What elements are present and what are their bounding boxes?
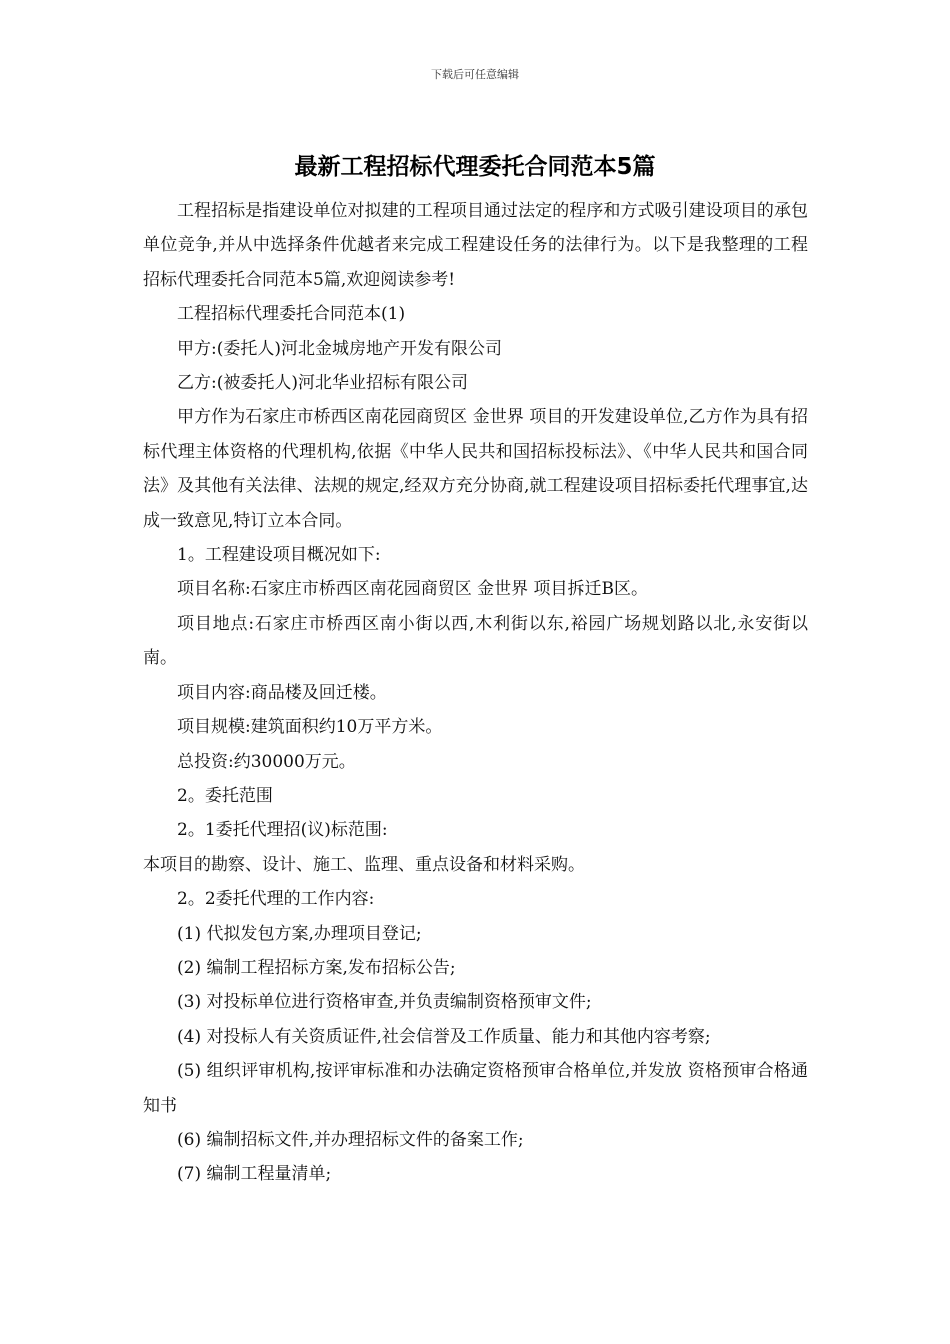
party-b: 乙方:(被委托人)河北华业招标有限公司 [177, 373, 468, 394]
project-scale: 项目规模:建筑面积约10万平方米。 [177, 717, 443, 738]
list-item: (4) 对投标人有关资质证件,社会信誉及工作质量、能力和其他内容考察; [177, 1026, 711, 1047]
document-body [143, 194, 808, 1192]
project-content: 项目内容:商品楼及回迁楼。 [177, 682, 387, 703]
scope-paragraph: 本项目的勘察、设计、施工、监理、重点设备和材料采购。 [143, 854, 585, 875]
contract-heading: 工程招标代理委托合同范本(1) [177, 304, 406, 325]
header-note: 下载后可任意编辑 [431, 68, 519, 81]
list-item: (2) 编制工程招标方案,发布招标公告; [177, 957, 456, 978]
document-title: 最新工程招标代理委托合同范本5篇 [294, 154, 656, 180]
intro-paragraph: 工程招标是指建设单位对拟建的工程项目通过法定的程序和方式吸引建设项目的承包单位竞争,并从中选择条件优越者来完成工程建设任务的法律行为。以下是我整理的工程招标代理委托合同范本5篇,欢迎阅读参考! [143, 201, 808, 290]
list-item: (6) 编制招标文件,并办理招标文件的备案工作; [177, 1129, 524, 1150]
agreement-paragraph: 甲方作为石家庄市桥西区南花园商贸区 金世界 项目的开发建设单位,乙方作为具有招标代理主体资格的代理机构,依据《中华人民共和国招标投标法》、《中华人民共和国合同法》及其他有关法律、法规的规定,经双方充分协商,就工程建设项目招标委托代理事宜,达成一致意见,特订立本合同。 [143, 407, 808, 531]
project-location: 项目地点:石家庄市桥西区南小街以西,木利街以东,裕园广场规划路以北,永安街以南。 [143, 613, 808, 669]
project-name: 项目名称:石家庄市桥西区南花园商贸区 金世界 项目拆迁B区。 [177, 579, 649, 600]
section-1-heading: 1。工程建设项目概况如下: [177, 545, 381, 566]
total-investment: 总投资:约30000万元。 [177, 751, 356, 772]
party-a: 甲方:(委托人)河北金城房地产开发有限公司 [177, 338, 502, 359]
list-item: (3) 对投标单位进行资格审查,并负责编制资格预审文件; [177, 992, 592, 1013]
list-item: (7) 编制工程量清单; [177, 1164, 332, 1185]
section-2-heading: 2。委托范围 [177, 785, 273, 806]
list-item: (1) 代拟发包方案,办理项目登记; [177, 923, 422, 944]
list-item: (5) 组织评审机构,按评审标准和办法确定资格预审合格单位,并发放 资格预审合格通知书 [143, 1061, 808, 1116]
section-2-1-heading: 2。1委托代理招(议)标范围: [177, 820, 388, 841]
section-2-2-heading: 2。2委托代理的工作内容: [177, 889, 375, 910]
